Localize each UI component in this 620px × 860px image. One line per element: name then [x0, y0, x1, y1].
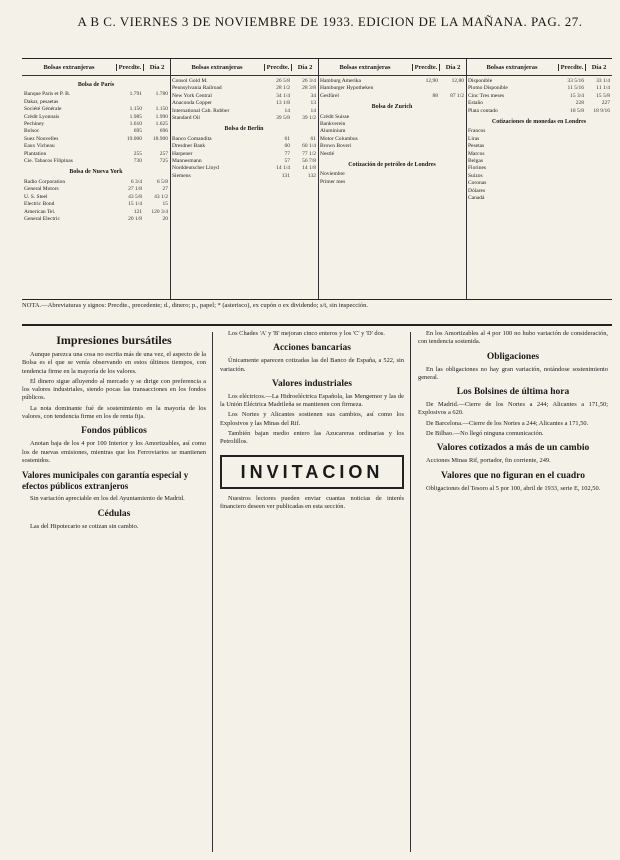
day-price	[438, 143, 464, 150]
table-row	[172, 93, 316, 100]
column-separator	[212, 332, 213, 852]
security-name: Marcos	[468, 150, 485, 157]
security-name: Hamburger Hypotheken	[320, 85, 374, 92]
table-row	[24, 151, 168, 158]
day-price	[584, 165, 610, 172]
day-price: 18 9/16	[593, 107, 610, 114]
table-row	[172, 78, 316, 85]
paragraph: En los Amortizables al 4 por 100 no hubo variación de consideración, con tendencia sostenida.	[418, 330, 608, 346]
security-name: Banco Comandita	[172, 135, 212, 142]
table-row	[24, 179, 168, 186]
previous-price: 61	[284, 135, 290, 142]
previous-price	[412, 151, 438, 158]
previous-price: 26 5/8	[276, 78, 290, 84]
table-row	[172, 165, 316, 172]
table-header	[22, 59, 170, 76]
table-header	[318, 59, 466, 76]
previous-price: 77	[284, 150, 290, 157]
paragraph: Aunque parezca una cosa no escrita más de una vez, el aspecto de la Bolsa es el que se venía observando en estos últimos tiempos, con tendencia firme en la mayoría de los valores.	[22, 351, 206, 375]
table-column-2	[170, 59, 319, 299]
table-row	[468, 188, 610, 195]
day-price: 34	[310, 92, 316, 99]
day-price	[584, 143, 610, 150]
day-price	[438, 171, 464, 178]
day-price	[584, 136, 610, 143]
security-name: Coronas	[468, 180, 487, 187]
paragraph: Los Nortes y Alicantes sostienen sus cambios, así como los Explosivos y las Minas del Rif.	[220, 411, 404, 427]
day-price: 696	[159, 128, 168, 135]
paragraph: De Bilbao.—No llegó ninguna comunicación.	[426, 430, 544, 438]
day-price	[438, 136, 464, 143]
mas-de-un-cambio-heading: Valores cotizados a más de un cambio	[436, 443, 590, 454]
previous-price	[412, 171, 438, 178]
previous-price: 12,90	[425, 78, 438, 84]
day-price	[142, 99, 168, 106]
paragraph: Anotan baja de los 4 por 100 Interior y los Amortizables, así como los de nuevas emisiones, mientras que los Ferroviarios se mantienen sostenidos.	[22, 440, 206, 464]
day-price	[584, 173, 610, 180]
table-row	[468, 195, 610, 202]
table-body	[318, 76, 466, 186]
table-body	[466, 76, 612, 203]
table-row	[24, 114, 168, 121]
table-header	[466, 59, 612, 76]
day-price	[584, 180, 610, 187]
table-row	[468, 158, 610, 165]
day-price	[438, 151, 464, 158]
table-row	[24, 201, 168, 208]
column-header: Precdte.	[264, 64, 291, 71]
previous-price	[558, 165, 584, 172]
foreign-exchanges-table	[22, 58, 612, 300]
page-header	[70, 14, 590, 30]
day-price: 14 1/8	[302, 165, 316, 172]
previous-price	[558, 195, 584, 202]
previous-price	[558, 136, 584, 143]
day-price: 725	[159, 158, 168, 165]
security-name: Bolsoc	[24, 128, 40, 135]
column-header: Día 2	[143, 64, 170, 71]
table-row	[24, 91, 168, 98]
previous-price: 88	[432, 92, 438, 99]
divider-rule	[22, 324, 612, 326]
left-column	[22, 330, 206, 533]
previous-price	[558, 180, 584, 187]
day-price: 1.625	[155, 121, 168, 128]
valores-industriales-heading: Valores industriales	[272, 378, 352, 389]
day-price: 26 3/4	[302, 78, 316, 84]
table-row	[468, 165, 610, 172]
security-name: Pennsylvania Railroad	[172, 85, 222, 92]
previous-price	[558, 128, 584, 135]
security-name: Bankverein	[320, 121, 346, 128]
table-row	[468, 100, 610, 107]
previous-price: 18 5/8	[570, 107, 584, 114]
day-price: 1.780	[155, 91, 168, 98]
table-row	[172, 158, 316, 165]
security-name: Harpener	[172, 150, 193, 157]
column-header: Precdte.	[558, 64, 585, 71]
day-price: 28 3/8	[302, 85, 316, 92]
table-row	[24, 143, 168, 150]
column-header: Bolsas extranjeras	[43, 63, 95, 71]
section-title: Bolsa de Berlín	[224, 126, 264, 133]
day-price: 20	[162, 215, 168, 222]
column-header: Bolsas extranjeras	[339, 63, 391, 71]
day-price	[584, 158, 610, 165]
table-note: NOTA.—Abreviaturas y signos: Precdte., precedente; d., dinero; p., papel; * (asterisco), ex cupón o ex dividendo; s/t, sin inspección.	[22, 302, 369, 309]
previous-price	[116, 143, 142, 150]
table-row	[172, 173, 316, 180]
table-row	[172, 115, 316, 122]
table-row	[320, 121, 464, 128]
security-name: Pechiney	[24, 121, 45, 128]
table-row	[468, 93, 610, 100]
previous-price: 60	[284, 143, 290, 150]
security-name: Consol Gold M.	[172, 78, 208, 84]
obligaciones-heading: Obligaciones	[486, 351, 540, 362]
paragraph: También bajan medio entero las Azucareras ordinarias y los Petrolillos.	[220, 430, 404, 446]
column-header: Día 2	[291, 64, 318, 71]
security-name: Hamburg Amerika	[320, 78, 361, 84]
day-price: 87 1/2	[450, 92, 464, 99]
column-header: Bolsas extranjeras	[486, 63, 538, 71]
previous-price: 1.985	[129, 113, 142, 120]
previous-price: 19.000	[126, 135, 142, 142]
day-price: 120 3/4	[151, 208, 168, 215]
paragraph: En las obligaciones no hay gran variación, notándose sostenimiento general.	[418, 365, 608, 381]
previous-price	[412, 121, 438, 128]
table-row	[24, 216, 168, 223]
previous-price: 730	[133, 158, 142, 165]
previous-price	[116, 99, 142, 106]
column-header: Día 2	[439, 64, 466, 71]
previous-price: 1.610	[129, 121, 142, 128]
day-price	[584, 128, 610, 135]
security-name: Nestlé	[320, 150, 335, 157]
table-row	[320, 114, 464, 121]
security-name: Crédit Lyonnais	[24, 113, 60, 120]
security-name: Dólares	[468, 187, 486, 194]
previous-price: 1.791	[129, 91, 142, 98]
security-name: General Motors	[24, 186, 59, 193]
paragraph: Nuestros lectores pueden enviar cuantas noticias de interés financiero deseen ver publicadas en esta sección.	[220, 494, 404, 510]
day-price: 15	[162, 201, 168, 208]
section-title: Cotizaciones de monedas en Londres	[491, 119, 587, 126]
paragraph: Sin variación apreciable en los del Ayuntamiento de Madrid.	[30, 495, 185, 503]
security-name: Estaño	[468, 100, 483, 107]
paragraph: De Madrid.—Cierre de los Nortes a 244; Alicantes a 171,50; Explosivos a 620.	[418, 401, 608, 417]
table-row	[24, 99, 168, 106]
table-row	[468, 136, 610, 143]
day-price: 132	[307, 172, 316, 179]
security-name: Mannesmann	[172, 158, 202, 165]
previous-price: 14	[284, 107, 290, 114]
security-name: Suez Nouvelles	[24, 135, 59, 142]
security-name: American Tel.	[24, 208, 56, 215]
day-price	[438, 121, 464, 128]
previous-price: 695	[133, 128, 142, 135]
table-row	[320, 78, 464, 85]
day-price	[438, 85, 464, 92]
security-name: Disponible	[468, 78, 493, 84]
previous-price: 33 5/16	[567, 78, 584, 84]
previous-price	[412, 143, 438, 150]
acciones-heading: Acciones bancarias	[273, 343, 351, 354]
column-header: Precdte.	[116, 64, 143, 71]
table-row	[24, 128, 168, 135]
header-title: A B C. VIERNES 3 DE NOVIEMBRE DE 1933. EDICION DE LA MAÑANA. PAG. 27.	[77, 14, 583, 29]
table-row	[24, 121, 168, 128]
security-name: Standard Oil	[172, 115, 200, 122]
table-row	[468, 173, 610, 180]
previous-price	[558, 143, 584, 150]
right-column	[418, 330, 608, 495]
security-name: Dakar, pesaetas	[24, 98, 59, 105]
paragraph: Únicamente aparecen cotizadas las del Banco de España, a 522, sin variación.	[220, 357, 404, 373]
day-price	[584, 188, 610, 195]
table-row	[24, 158, 168, 165]
security-name: New York Central	[172, 92, 212, 99]
security-name: International Cab. Rubber	[172, 107, 230, 114]
table-row	[320, 179, 464, 186]
security-name: Brown Boveri	[320, 143, 352, 150]
table-row	[24, 194, 168, 201]
day-price: 14	[310, 107, 316, 114]
day-price: 1.150	[155, 106, 168, 113]
security-name: Plata contado	[468, 107, 498, 114]
paragraph: Los eléctricos.—La Hidroeléctrica Española, las Mengemor y las de la Unión Eléctrica Madrileña se mantienen con firmeza.	[220, 392, 404, 409]
previous-price	[412, 179, 438, 186]
security-name: Norddeutscher Lloyd	[172, 165, 219, 172]
day-price: 15 5/8	[596, 92, 610, 99]
security-name: Electric Bond	[24, 201, 55, 208]
middle-column	[220, 330, 404, 513]
table-row	[468, 108, 610, 115]
security-name: Plantation	[24, 150, 47, 157]
security-name: Banque Paris et P. B.	[24, 91, 71, 98]
security-name: Plomo Disponible	[468, 85, 508, 92]
security-name: Aluminium	[320, 128, 346, 135]
previous-price: 34 1/4	[276, 92, 290, 99]
table-row	[172, 136, 316, 143]
paragraph: De Barcelona.—Cierre de los Nortes a 244; Alicantes a 171,50.	[426, 419, 589, 427]
security-name: Canadá	[468, 195, 485, 202]
day-price: 61	[310, 135, 316, 142]
security-name: Gesfürel	[320, 92, 339, 99]
day-price	[438, 128, 464, 135]
day-price: 27	[162, 186, 168, 193]
previous-price: 255	[133, 150, 142, 157]
previous-price	[558, 151, 584, 158]
table-row	[468, 151, 610, 158]
security-name: Noviembre	[320, 171, 345, 178]
impresiones-heading: Impresiones bursátiles	[56, 333, 172, 347]
table-row	[320, 136, 464, 143]
previous-price: 15 3/4	[570, 92, 584, 99]
previous-price: 1.150	[129, 106, 142, 113]
table-row	[172, 151, 316, 158]
security-name: Liras	[468, 135, 480, 142]
security-name: Motor Columbus	[320, 135, 358, 142]
previous-price: 228	[575, 100, 584, 107]
security-name: Cie. Tabacos Filipinas	[24, 158, 73, 165]
table-row	[24, 106, 168, 113]
security-name: Dresdner Bank	[172, 143, 206, 150]
paragraph: Los Chades 'A' y 'B' mejoran cinco enteros y los 'C' y 'D' dos.	[228, 330, 385, 337]
table-row	[320, 128, 464, 135]
section-title: Bolsa de París	[77, 82, 115, 88]
table-row	[172, 100, 316, 107]
fondos-heading: Fondos públicos	[81, 426, 147, 437]
day-price	[584, 195, 610, 202]
column-separator	[410, 332, 411, 852]
table-column-1	[22, 59, 171, 299]
day-price	[438, 179, 464, 186]
day-price: 257	[159, 150, 168, 157]
day-price: 43 1/2	[154, 193, 168, 200]
security-name: Francos	[468, 128, 486, 135]
security-name: Radio Corporation	[24, 178, 66, 185]
table-row	[468, 143, 610, 150]
table-column-4	[466, 59, 612, 299]
previous-price: 27 1/8	[128, 186, 142, 193]
previous-price: 43 5/8	[128, 193, 142, 200]
paragraph: La nota dominante fué de sostenimiento en la mayoría de los valores, con tendencia firme en los de renta fija.	[22, 404, 206, 421]
paragraph: Obligaciones del Tesoro al 5 por 100, abril de 1933, serie E, 102,50.	[426, 484, 601, 492]
day-price: 12,80	[451, 78, 464, 84]
previous-price: 14 1/4	[276, 165, 290, 172]
table-body	[170, 76, 318, 180]
day-price: 1.990	[155, 113, 168, 120]
day-price	[584, 151, 610, 158]
security-name: Crédit Suisse	[320, 113, 350, 120]
security-name: Pesetas	[468, 143, 485, 150]
cedulas-heading: Cédulas	[97, 508, 131, 519]
day-price	[438, 114, 464, 121]
table-row	[468, 78, 610, 85]
no-figuran-heading: Valores que no figuran en el cuadro	[441, 470, 585, 481]
day-price	[142, 143, 168, 150]
day-price: 56 7/8	[302, 158, 316, 165]
paragraph: Las del Hipotecario se cotizan sin cambio.	[30, 522, 139, 530]
previous-price	[412, 136, 438, 143]
table-row	[468, 85, 610, 92]
security-name: Primer mes	[320, 178, 346, 185]
paragraph: El dinero sigue afluyendo al mercado y se dirige con preferencia a los valores industriales, siendo pocas las transacciones en los fondos públicos.	[22, 377, 206, 402]
table-column-3	[318, 59, 467, 299]
table-row	[172, 85, 316, 92]
day-price: 227	[601, 100, 610, 107]
previous-price: 6 3/4	[130, 178, 142, 185]
previous-price: 13 1/8	[276, 100, 290, 107]
table-row	[172, 108, 316, 115]
table-row	[24, 186, 168, 193]
table-row	[320, 85, 464, 92]
previous-price	[558, 188, 584, 195]
previous-price: 121	[133, 208, 142, 215]
security-name: Anaconda Copper	[172, 100, 212, 107]
previous-price	[412, 114, 438, 121]
table-row	[468, 128, 610, 135]
day-price: 60 1/4	[302, 143, 316, 150]
previous-price: 57	[284, 158, 290, 165]
column-header: Precdte.	[412, 64, 439, 71]
previous-price	[558, 173, 584, 180]
previous-price	[412, 85, 438, 92]
invitacion-banner: INVITACION	[220, 455, 404, 489]
table-row	[172, 143, 316, 150]
valores-municipales-heading: Valores municipales con garantía especial y efectos públicos extranjeros	[22, 470, 189, 492]
section-title: Cotización de petróleo de Londres	[348, 162, 436, 169]
security-name: Belgas	[468, 158, 483, 165]
previous-price: 28 1/2	[276, 85, 290, 92]
paragraph: Acciones Minas Rif, portador, fin corriente, 249.	[426, 457, 551, 465]
security-name: General Electric	[24, 215, 60, 222]
security-name: Siemens	[172, 172, 191, 179]
table-row	[24, 136, 168, 143]
security-name: Eaux Vicheau	[24, 143, 55, 150]
table-row	[320, 171, 464, 178]
security-name: Société Générale	[24, 106, 62, 113]
previous-price: 11 5/16	[567, 85, 584, 92]
table-row	[320, 143, 464, 150]
table-row	[24, 209, 168, 216]
security-name: U. S. Steel	[24, 193, 48, 200]
table-row	[468, 180, 610, 187]
section-title: Bolsa de Zurich	[371, 104, 413, 111]
column-header: Día 2	[585, 64, 612, 71]
table-body	[22, 76, 170, 223]
table-row	[320, 151, 464, 158]
table-header	[170, 59, 318, 76]
day-price: 11 1/4	[596, 85, 610, 92]
day-price: 18.900	[152, 135, 168, 142]
security-name: Florines	[468, 165, 487, 172]
day-price: 77 1/2	[302, 150, 316, 157]
section-title: Bolsa de Nueva York	[69, 169, 123, 176]
previous-price: 131	[281, 172, 290, 179]
previous-price	[558, 158, 584, 165]
previous-price: 15 1/4	[128, 201, 142, 208]
day-price: 6 5/8	[156, 178, 168, 185]
previous-price: 20 1/8	[128, 215, 142, 222]
day-price: 39 1/2	[302, 115, 316, 122]
bolsines-heading: Los Bolsines de última hora	[456, 387, 570, 398]
previous-price	[412, 128, 438, 135]
column-header: Bolsas extranjeras	[191, 63, 243, 71]
day-price: 13	[310, 100, 316, 107]
table-row	[320, 93, 464, 100]
previous-price: 39 5/8	[276, 115, 290, 122]
day-price: 33 1/4	[596, 78, 610, 84]
security-name: Suizos	[468, 172, 483, 179]
security-name: Cinc Tres meses	[468, 92, 505, 99]
